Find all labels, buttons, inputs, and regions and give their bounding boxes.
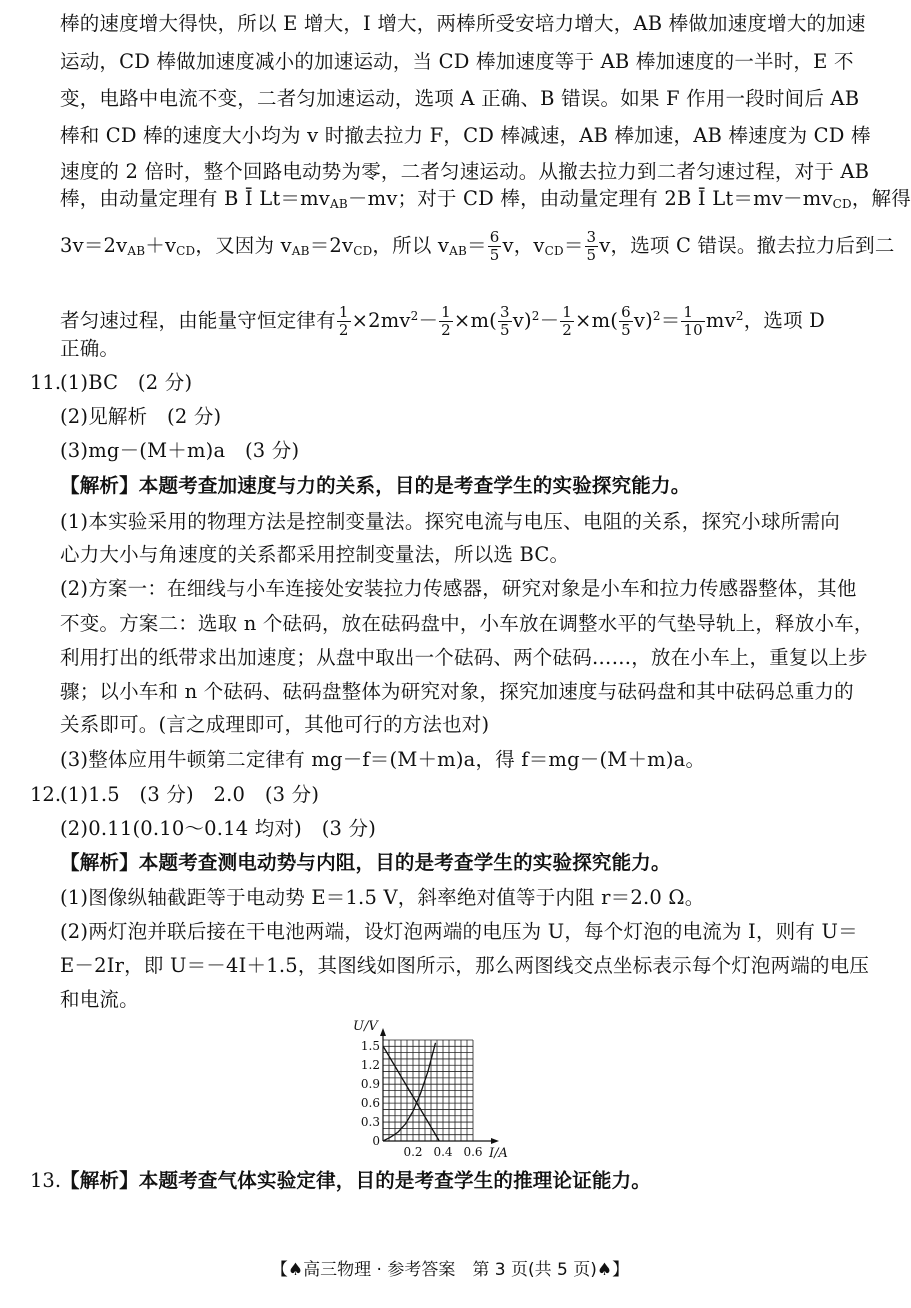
text-line: (1)本实验采用的物理方法是控制变量法。探究电流与电压、电阻的关系，探究小球所需向 — [60, 510, 840, 533]
text-segment: ×m( — [575, 309, 619, 332]
chart-svg — [340, 1018, 530, 1163]
answer-line: (1)1.5 (3 分) 2.0 (3 分) — [60, 783, 320, 806]
text-segment: ＝ — [467, 234, 487, 257]
superscript: 2 — [410, 309, 419, 323]
answer-line: (2)0.11(0.10～0.14 均对) (3 分) — [60, 817, 377, 840]
text-line — [60, 187, 911, 216]
y-tick-label: 0.3 — [360, 1115, 380, 1129]
text-line: 利用打出的纸带求出加速度；从盘中取出一个砝码、两个砝码……，放在小车上，重复以上步 — [60, 646, 868, 669]
footer-text: 高三物理 · 参考答案 第 3 页(共 5 页) — [303, 1260, 597, 1280]
subscript: CD — [544, 244, 564, 258]
text-segment: ，选项 D — [743, 309, 826, 332]
footer-bracket-close: 】 — [612, 1260, 630, 1280]
y-tick-label: 1.2 — [360, 1058, 380, 1072]
text-line: 关系即可。(言之成理即可，其他可行的方法也对) — [60, 713, 490, 736]
question-number: 12. — [30, 783, 62, 806]
text-segment: ＋v — [145, 234, 177, 257]
spade-icon: ♠ — [596, 1260, 613, 1280]
answer-line: (3)mg－(M＋m)a (3 分) — [60, 439, 300, 462]
answer-line: (2)见解析 (2 分) — [60, 405, 222, 428]
x-axis-label: I/A — [489, 1146, 508, 1161]
analysis-heading: 【解析】本题考查测电动势与内阻，目的是考查学生的实验探究能力。 — [60, 851, 671, 874]
series-curve-bulb — [383, 1043, 436, 1141]
x-tick-label: 0.4 — [433, 1145, 453, 1159]
text-segment: mv — [705, 309, 736, 332]
fraction: $\frac{3}{5}$ — [499, 303, 510, 339]
analysis-heading: 【解析】本题考查加速度与力的关系，目的是考查学生的实验探究能力。 — [60, 474, 691, 497]
question-number: 11. — [30, 371, 62, 394]
y-tick-label: 0.9 — [360, 1077, 380, 1091]
text-line: 运动，CD 棒做加速度减小的加速运动，当 CD 棒加速度等于 AB 棒加速度的一半时，E 不 — [60, 50, 854, 73]
u-i-chart — [340, 1018, 530, 1163]
text-segment: ，所以 v — [372, 234, 450, 257]
text-segment: ，解得 — [851, 187, 911, 210]
text-segment: － — [539, 309, 560, 332]
y-axis-label: U/V — [353, 1019, 378, 1034]
page-footer — [0, 1255, 900, 1280]
text-line — [60, 226, 895, 271]
fraction: $\frac{6}{5}$ — [621, 303, 631, 339]
y-tick-label: 0.6 — [360, 1096, 380, 1110]
text-segment: v — [512, 309, 524, 332]
fraction: $\frac{1}{2}$ — [338, 303, 349, 339]
text-line: 正确。 — [60, 337, 120, 360]
text-line: 骤；以小车和 n 个砝码、砝码盘整体为研究对象，探究加速度与砝码盘和其中砝码总重力的 — [60, 680, 854, 703]
footer-bracket-open: 【 — [270, 1260, 288, 1280]
subscript: AB — [449, 244, 468, 258]
text-segment: v，选项 C 错误。撤去拉力后到二 — [599, 234, 895, 257]
subscript: AB — [291, 244, 310, 258]
fraction: $\frac{1}{2}$ — [562, 303, 573, 339]
text-segment: 棒，由动量定理有 B Ī Lt＝mv — [60, 187, 331, 210]
text-line: 棒的速度增大得快，所以 E 增大，I 增大，两棒所受安培力增大，AB 棒做加速度增大的加速 — [60, 12, 866, 35]
y-axis-arrow — [380, 1028, 386, 1036]
text-line: (2)两灯泡并联后接在干电池两端，设灯泡两端的电压为 U，每个灯泡的电流为 I，则有 U＝ — [60, 920, 858, 943]
text-segment: ，又因为 v — [195, 234, 292, 257]
fraction: $\frac{1}{2}$ — [441, 303, 451, 339]
text-line: 速度的 2 倍时，整个回路电动势为零，二者匀速运动。从撤去拉力到二者匀速过程，对于 AB — [60, 160, 870, 183]
question-number: 13. — [30, 1169, 62, 1192]
text-segment: v — [633, 309, 646, 332]
text-line: (2)方案一：在细线与小车连接处安装拉力传感器，研究对象是小车和拉力传感器整体，其他 — [60, 577, 857, 600]
text-segment: ＝2v — [309, 234, 354, 257]
fraction: $\frac{1}{10}$ — [683, 303, 703, 339]
superscript: 2 — [531, 309, 540, 323]
text-segment: 3v＝2v — [60, 234, 128, 257]
text-line: E－2Ir，即 U＝－4I＋1.5，其图线如图所示，那么两图线交点坐标表示每个灯泡两端的电压 — [60, 954, 870, 977]
subscript: CD — [176, 244, 196, 258]
text-segment: v，v — [502, 234, 545, 257]
text-line: 不变。方案二：选取 n 个砝码，放在砝码盘中，小车放在调整水平的气垫导轨上，释放小车， — [60, 612, 874, 635]
text-line: 变，电路中电流不变，二者匀加速运动，选项 A 正确、B 错误。如果 F 作用一段时间后 AB — [60, 87, 860, 110]
fraction: $\frac{3}{5}$ — [586, 228, 597, 264]
text-segment: － — [418, 309, 439, 332]
y-tick-label: 0 — [372, 1134, 380, 1148]
subscript: AB — [330, 197, 348, 211]
answer-line: (1)BC (2 分) — [60, 371, 193, 394]
analysis-heading: 【解析】本题考查气体实验定律，目的是考查学生的推理论证能力。 — [60, 1169, 652, 1192]
subscript: CD — [832, 197, 852, 211]
superscript: 2 — [652, 309, 661, 323]
text-segment: ×2mv — [351, 309, 411, 332]
text-segment: －mv；对于 CD 棒，由动量定理有 2B Ī Lt＝mv－mv — [347, 187, 833, 210]
fraction: $\frac{6}{5}$ — [489, 228, 500, 264]
x-tick-label: 0.6 — [463, 1145, 483, 1159]
text-line: 和电流。 — [60, 988, 139, 1011]
text-segment: ＝ — [563, 234, 584, 257]
x-axis-arrow — [491, 1138, 499, 1144]
text-line — [60, 296, 840, 341]
text-line: 心力大小与角速度的关系都采用控制变量法，所以选 BC。 — [60, 543, 570, 566]
superscript: 2 — [735, 309, 744, 323]
subscript: CD — [353, 244, 373, 258]
text-segment: ) — [523, 309, 532, 332]
x-tick-label: 0.2 — [403, 1145, 423, 1159]
text-segment: ) — [645, 309, 653, 332]
y-tick-label: 1.5 — [360, 1039, 380, 1053]
text-segment: ＝ — [660, 309, 681, 332]
text-segment: ×m( — [453, 309, 497, 332]
text-line: (1)图像纵轴截距等于电动势 E＝1.5 V，斜率绝对值等于内阻 r＝2.0 Ω。 — [60, 886, 705, 909]
spade-icon: ♠ — [287, 1260, 304, 1280]
subscript: AB — [127, 244, 146, 258]
text-line: (3)整体应用牛顿第二定律有 mg－f＝(M＋m)a，得 f＝mg－(M＋m)a。 — [60, 748, 706, 771]
text-segment: 者匀速过程，由能量守恒定律有 — [60, 309, 336, 332]
text-line: 棒和 CD 棒的速度大小均为 v 时撤去拉力 F，CD 棒减速，AB 棒加速，AB 棒速度为 CD 棒 — [60, 124, 871, 147]
